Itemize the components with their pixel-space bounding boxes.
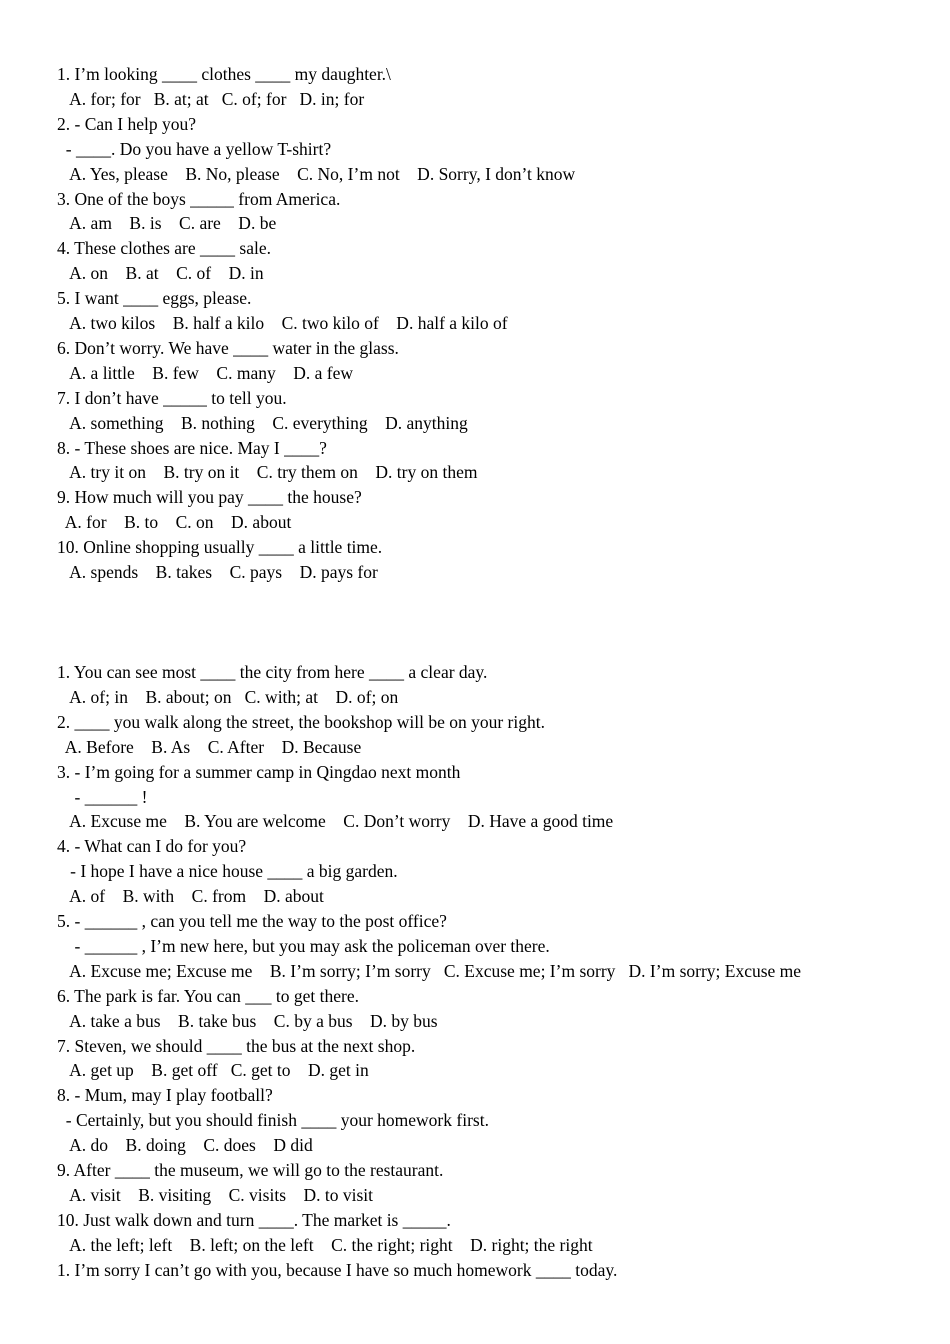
text-line: 5. - ______ , can you tell me the way to the post office? bbox=[57, 911, 447, 931]
text-line: A. something B. nothing C. everything D. anything bbox=[57, 412, 468, 433]
text-line: 8. - These shoes are nice. May I ____? bbox=[57, 437, 327, 458]
text-line: - I hope I have a nice house ____ a big garden. bbox=[57, 861, 398, 882]
text-line: A. visit B. visiting C. visits D. to visit bbox=[57, 1184, 374, 1205]
text-line: A. for; for B. at; at C. of; for D. in; for bbox=[57, 88, 365, 109]
text-line: 8. - Mum, may I play football? bbox=[57, 1085, 273, 1106]
text-line: 6. Don’t worry. We have ____ water in the glass. bbox=[57, 337, 399, 358]
text-line: A. try it on B. try on it C. try them on D. try on them bbox=[57, 462, 478, 483]
text-line: - Certainly, but you should finish ____ your homework first. bbox=[57, 1110, 489, 1131]
text-line: A. on B. at C. of D. in bbox=[57, 263, 264, 284]
text-line: 10. Just walk down and turn ____. The market is _____. bbox=[57, 1209, 451, 1230]
text-line: 1. I’m sorry I can’t go with you, because I have so much homework ____ today. bbox=[57, 1259, 618, 1280]
text-line: A. Yes, please B. No, please C. No, I’m not D. Sorry, I don’t know bbox=[57, 163, 576, 184]
text-line: A. spends B. takes C. pays D. pays for bbox=[57, 562, 378, 582]
text-line: 9. After ____ the museum, we will go to the restaurant. bbox=[57, 1160, 444, 1180]
text-line: - ______ , I’m new here, but you may ask the policeman over there. bbox=[57, 935, 550, 956]
text-line: A. get up B. get off C. get to D. get in bbox=[57, 1060, 369, 1081]
text-line: A. Excuse me; Excuse me B. I’m sorry; I’m sorry C. Excuse me; I’m sorry D. I’m sorry; Excuse me bbox=[57, 960, 802, 981]
text-line: 4. These clothes are ____ sale. bbox=[57, 238, 271, 259]
text-line: A. take a bus B. take bus C. by a bus D. by bus bbox=[57, 1010, 438, 1031]
text-line: - ____. Do you have a yellow T-shirt? bbox=[57, 138, 332, 159]
text-line: 2. ____ you walk along the street, the bookshop will be on your right. bbox=[57, 711, 545, 732]
text-line: 9. How much will you pay ____ the house? bbox=[57, 487, 362, 508]
text-line: A. Excuse me B. You are welcome C. Don’t worry D. Have a good time bbox=[57, 811, 614, 832]
text-line: 2. - Can I help you? bbox=[57, 113, 196, 134]
text-line: 5. I want ____ eggs, please. bbox=[57, 288, 252, 309]
text-line: A. of B. with C. from D. about bbox=[57, 886, 324, 907]
text-line: 1. You can see most ____ the city from here ____ a clear day. bbox=[57, 662, 488, 682]
text-line: 1. I’m looking ____ clothes ____ my daughter.\ bbox=[57, 64, 391, 84]
text-line: 3. One of the boys _____ from America. bbox=[57, 188, 341, 209]
text-line: - ______ ! bbox=[57, 786, 148, 807]
text-line: 7. Steven, we should ____ the bus at the next shop. bbox=[57, 1035, 416, 1056]
text-line: 7. I don’t have _____ to tell you. bbox=[57, 387, 287, 408]
text-line: 4. - What can I do for you? bbox=[57, 836, 247, 857]
text-line: A. for B. to C. on D. about bbox=[57, 512, 292, 533]
text-line: 10. Online shopping usually ____ a little time. bbox=[57, 537, 383, 558]
text-line: 6. The park is far. You can ___ to get there. bbox=[57, 985, 359, 1006]
text-line: A. the left; left B. left; on the left C. the right; right D. right; the right bbox=[57, 1234, 593, 1255]
text-line: A. a little B. few C. many D. a few bbox=[57, 362, 353, 383]
text-line: A. am B. is C. are D. be bbox=[57, 213, 277, 234]
text-line: A. two kilos B. half a kilo C. two kilo of D. half a kilo of bbox=[57, 313, 508, 333]
text-line: A. of; in B. about; on C. with; at D. of; on bbox=[57, 686, 399, 707]
text-line: A. do B. doing C. does D did bbox=[57, 1135, 313, 1156]
text-line: 3. - I’m going for a summer camp in Qingdao next month bbox=[57, 761, 461, 782]
text-line: A. Before B. As C. After D. Because bbox=[57, 736, 362, 757]
